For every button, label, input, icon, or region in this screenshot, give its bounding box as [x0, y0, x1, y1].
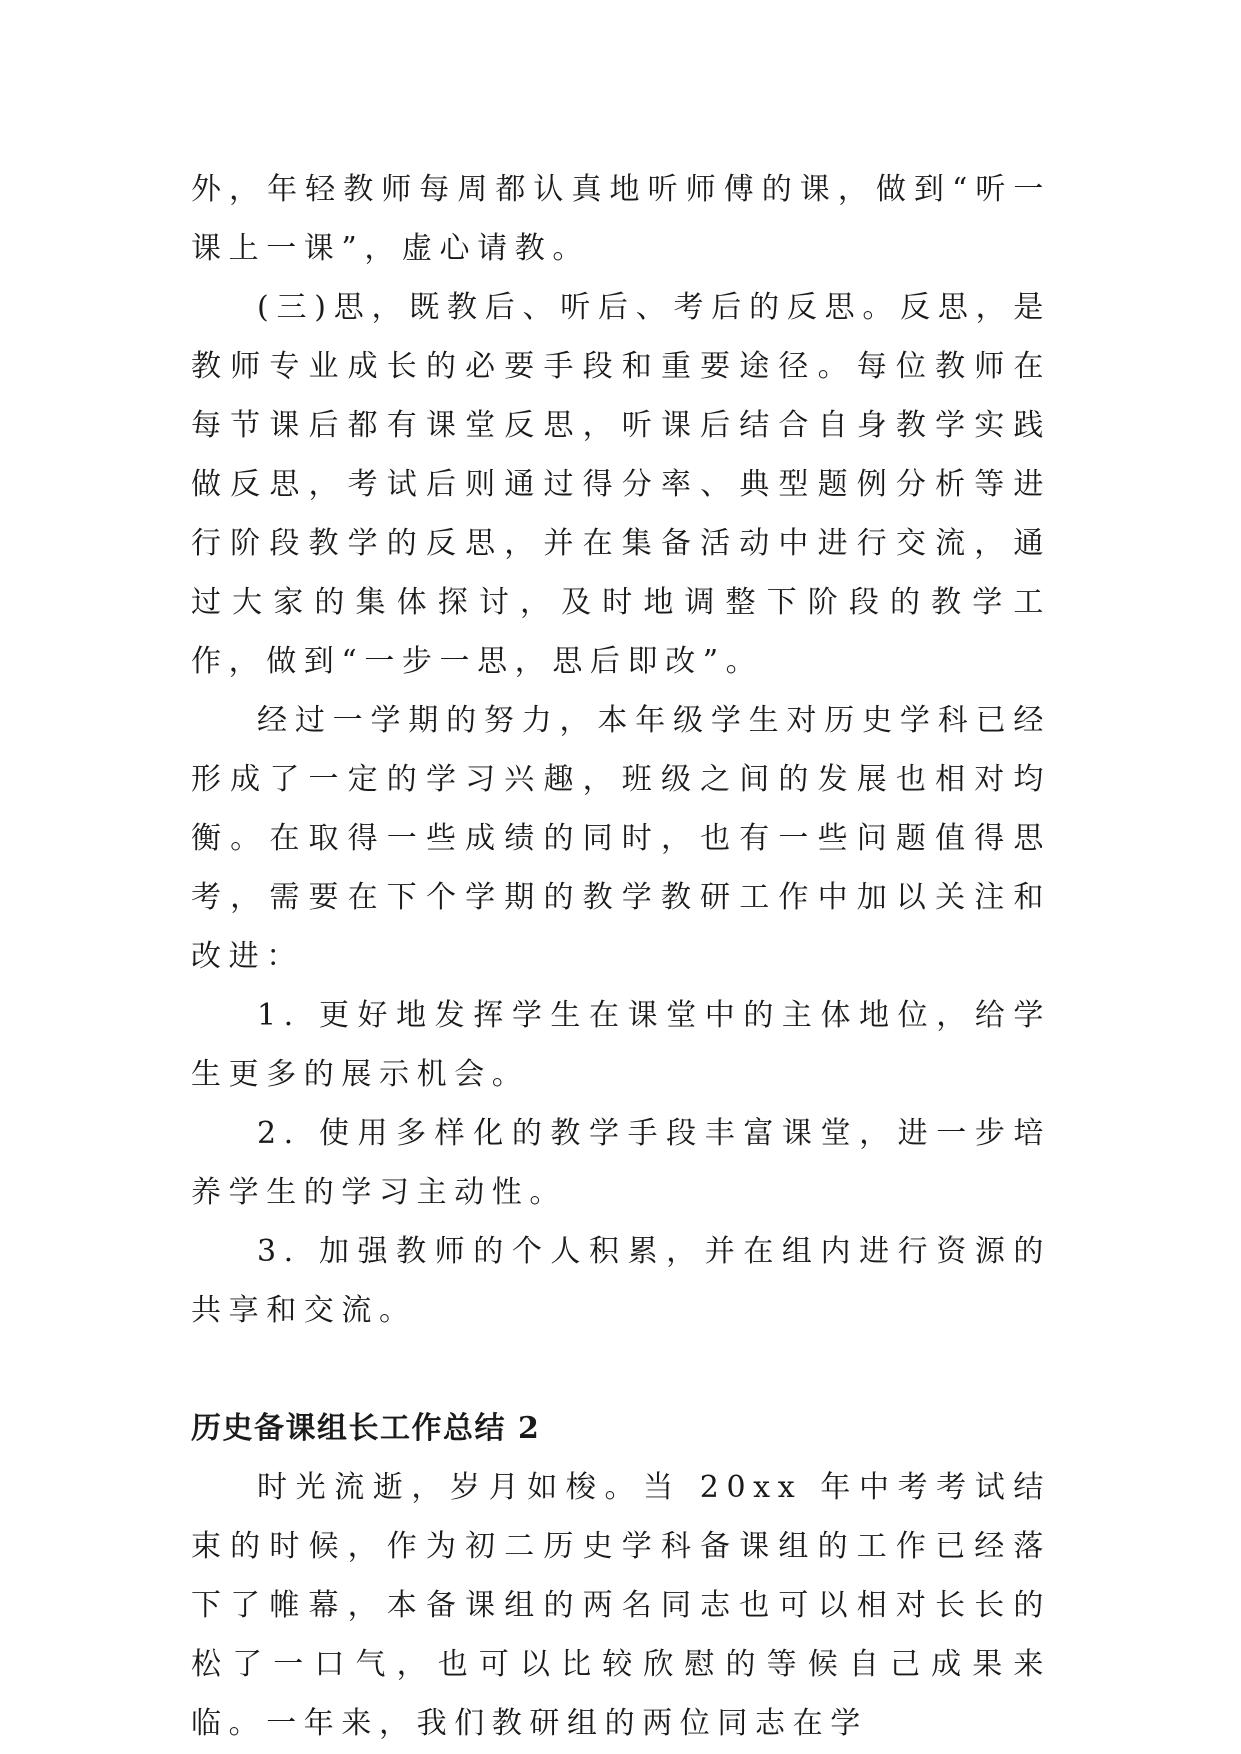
list-item-3: 3. 加强教师的个人积累，并在组内进行资源的共享和交流。: [191, 1234, 1051, 1328]
paragraph-summary: 经过一学期的努力，本年级学生对历史学科已经形成了一定的学习兴趣，班级之间的发展也相对均衡。在取得一些成绩的同时，也有一些问题值得思考，需要在下个学期的教学教研工作中加以关注和改进：: [191, 703, 1051, 974]
list-item-2: 2. 使用多样化的教学手段丰富课堂，进一步培养学生的学习主动性。: [191, 1116, 1051, 1210]
section-title: 历史备课组长工作总结 2: [191, 1411, 541, 1446]
paragraph-reflection: (三)思，既教后、听后、考后的反思。反思，是教师专业成长的必要手段和重要途径。每位教师在每节课后都有课堂反思，听课后结合自身教学实践做反思，考试后则通过得分率、典型题例分析等进行阶段教学的反思，并在集备活动中进行交流，通过大家的集体探讨，及时地调整下阶段的教学工作，做到“一步一思，思后即改”。: [191, 290, 1051, 679]
list-item-1: 1. 更好地发挥学生在课堂中的主体地位，给学生更多的展示机会。: [191, 998, 1051, 1092]
paragraph-continuation: 外，年轻教师每周都认真地听师傅的课，做到“听一课上一课”，虚心请教。: [191, 172, 1051, 266]
document-page: [191, 160, 1051, 1753]
paragraph-section-intro: 时光流逝，岁月如梭。当 20xx 年中考考试结束的时候，作为初二历史学科备课组的工作已经落下了帷幕，本备课组的两名同志也可以相对长长的松了一口气，也可以比较欣慰的等候自己成果来临。一年来，我们教研组的两位同志在学: [191, 1470, 1051, 1741]
